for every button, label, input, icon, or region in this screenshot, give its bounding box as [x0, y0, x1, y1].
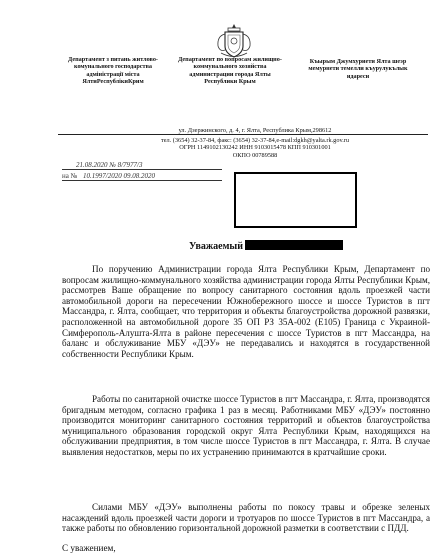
paragraph-text: Силами МБУ «ДЭУ» выполнены работы по покосу травы и обрезке зеленых насаждений вдоль проезжей части дороги и тротуаров по шоссе Туристов в пгт Массандра, а также работы по обновлению горизонтальной дорожной разметки в соответствии с ПДД. [62, 502, 430, 534]
body-paragraph-1 [62, 264, 430, 359]
outgoing-number-value: 21.08.2020 № 8/7977/3 [76, 161, 143, 169]
okpo-line: ОКПО 00789588 [232, 151, 278, 159]
body-paragraph-2 [62, 394, 430, 458]
redacted-name [245, 240, 343, 250]
header-crimean-tatar-name: Къырым Джумхуриети Ялта шеэр мемурнети темелли къурулукълык идареси [308, 58, 408, 80]
body-paragraph-3 [62, 502, 430, 534]
registration-ids: ОГРН 1149102130242 ИНН 9103015478 КПП 910301001 [179, 144, 331, 152]
salutation [189, 240, 343, 252]
header-rule [58, 134, 428, 135]
outgoing-number [62, 161, 222, 170]
incoming-number [62, 172, 222, 181]
paragraph-text: По поручению Администрации города Ялта Республики Крым, Департамент по вопросам жилищно-коммунального хозяйства администрации города Ялты Республики Крым, рассмотрев Ваше обращение по вопросу санитарного состояния вдоль проезжей части автомобильной дороги на пересечении Южнобережного шоссе и шоссе Туристов в пгт Массандра, г. Ялта, сообщает, что территория и объекты благоустройства дорожной развязки, расположенной на автомобильной дороге 35 ОП РЗ 35А-002 (Е105) Граница с Украиной-Симферополь-Алушта-Ялта в районе пересечения с шоссе Туристов в пгт Массандра, на баланс и обслуживание МБУ «ДЭУ» не передавались и находятся в государственной собственности Республики Крым. [62, 264, 430, 359]
incoming-number-value: 10.1997/2020 09.08.2020 [83, 172, 155, 180]
redacted-recipient-block [234, 172, 357, 228]
phone-line: тел. (3654) 32-37-84, факс: (3654) 32-37-84,e-mail:dgkh@yalta.rk.gov.ru [160, 136, 350, 144]
salutation-text: Уважаемый [189, 241, 243, 252]
header-russian-name: Департамент по вопросам жилищно-коммунального хозяйства администрации города Ялты Республики Крым [178, 56, 282, 86]
contacts-block [136, 127, 374, 159]
paragraph-text: Работы по санитарной очистке шоссе Туристов в пгт Массандра, г. Ялта, производятся бригадным методом, согласно графика 1 раз в месяц. Работниками МБУ «ДЭУ» постоянно производится мониторинг санитарного состояния территорий и объектов благоустройства муниципального образования городской округ Ялта Республики Крым, находящихся на обслуживании предприятия, в том числе шоссе Туристов в пгт Массандра, г. Ялта. В случае выявления недостатков, меры по их устранению принимаются в кратчайшие сроки. [62, 394, 430, 457]
closing-text: С уважением, [62, 543, 116, 553]
coat-of-arms-emblem [213, 22, 255, 60]
header-ukrainian-name: Департамент з питань житлово-комунального господарства адміністрації міста ЯлтиРеспублікиКрим [68, 56, 158, 86]
incoming-number-prefix: на № [62, 172, 78, 180]
address-line: ул. Дзержинского, д. 4, г. Ялта, Республика Крым,298612 [178, 127, 332, 134]
